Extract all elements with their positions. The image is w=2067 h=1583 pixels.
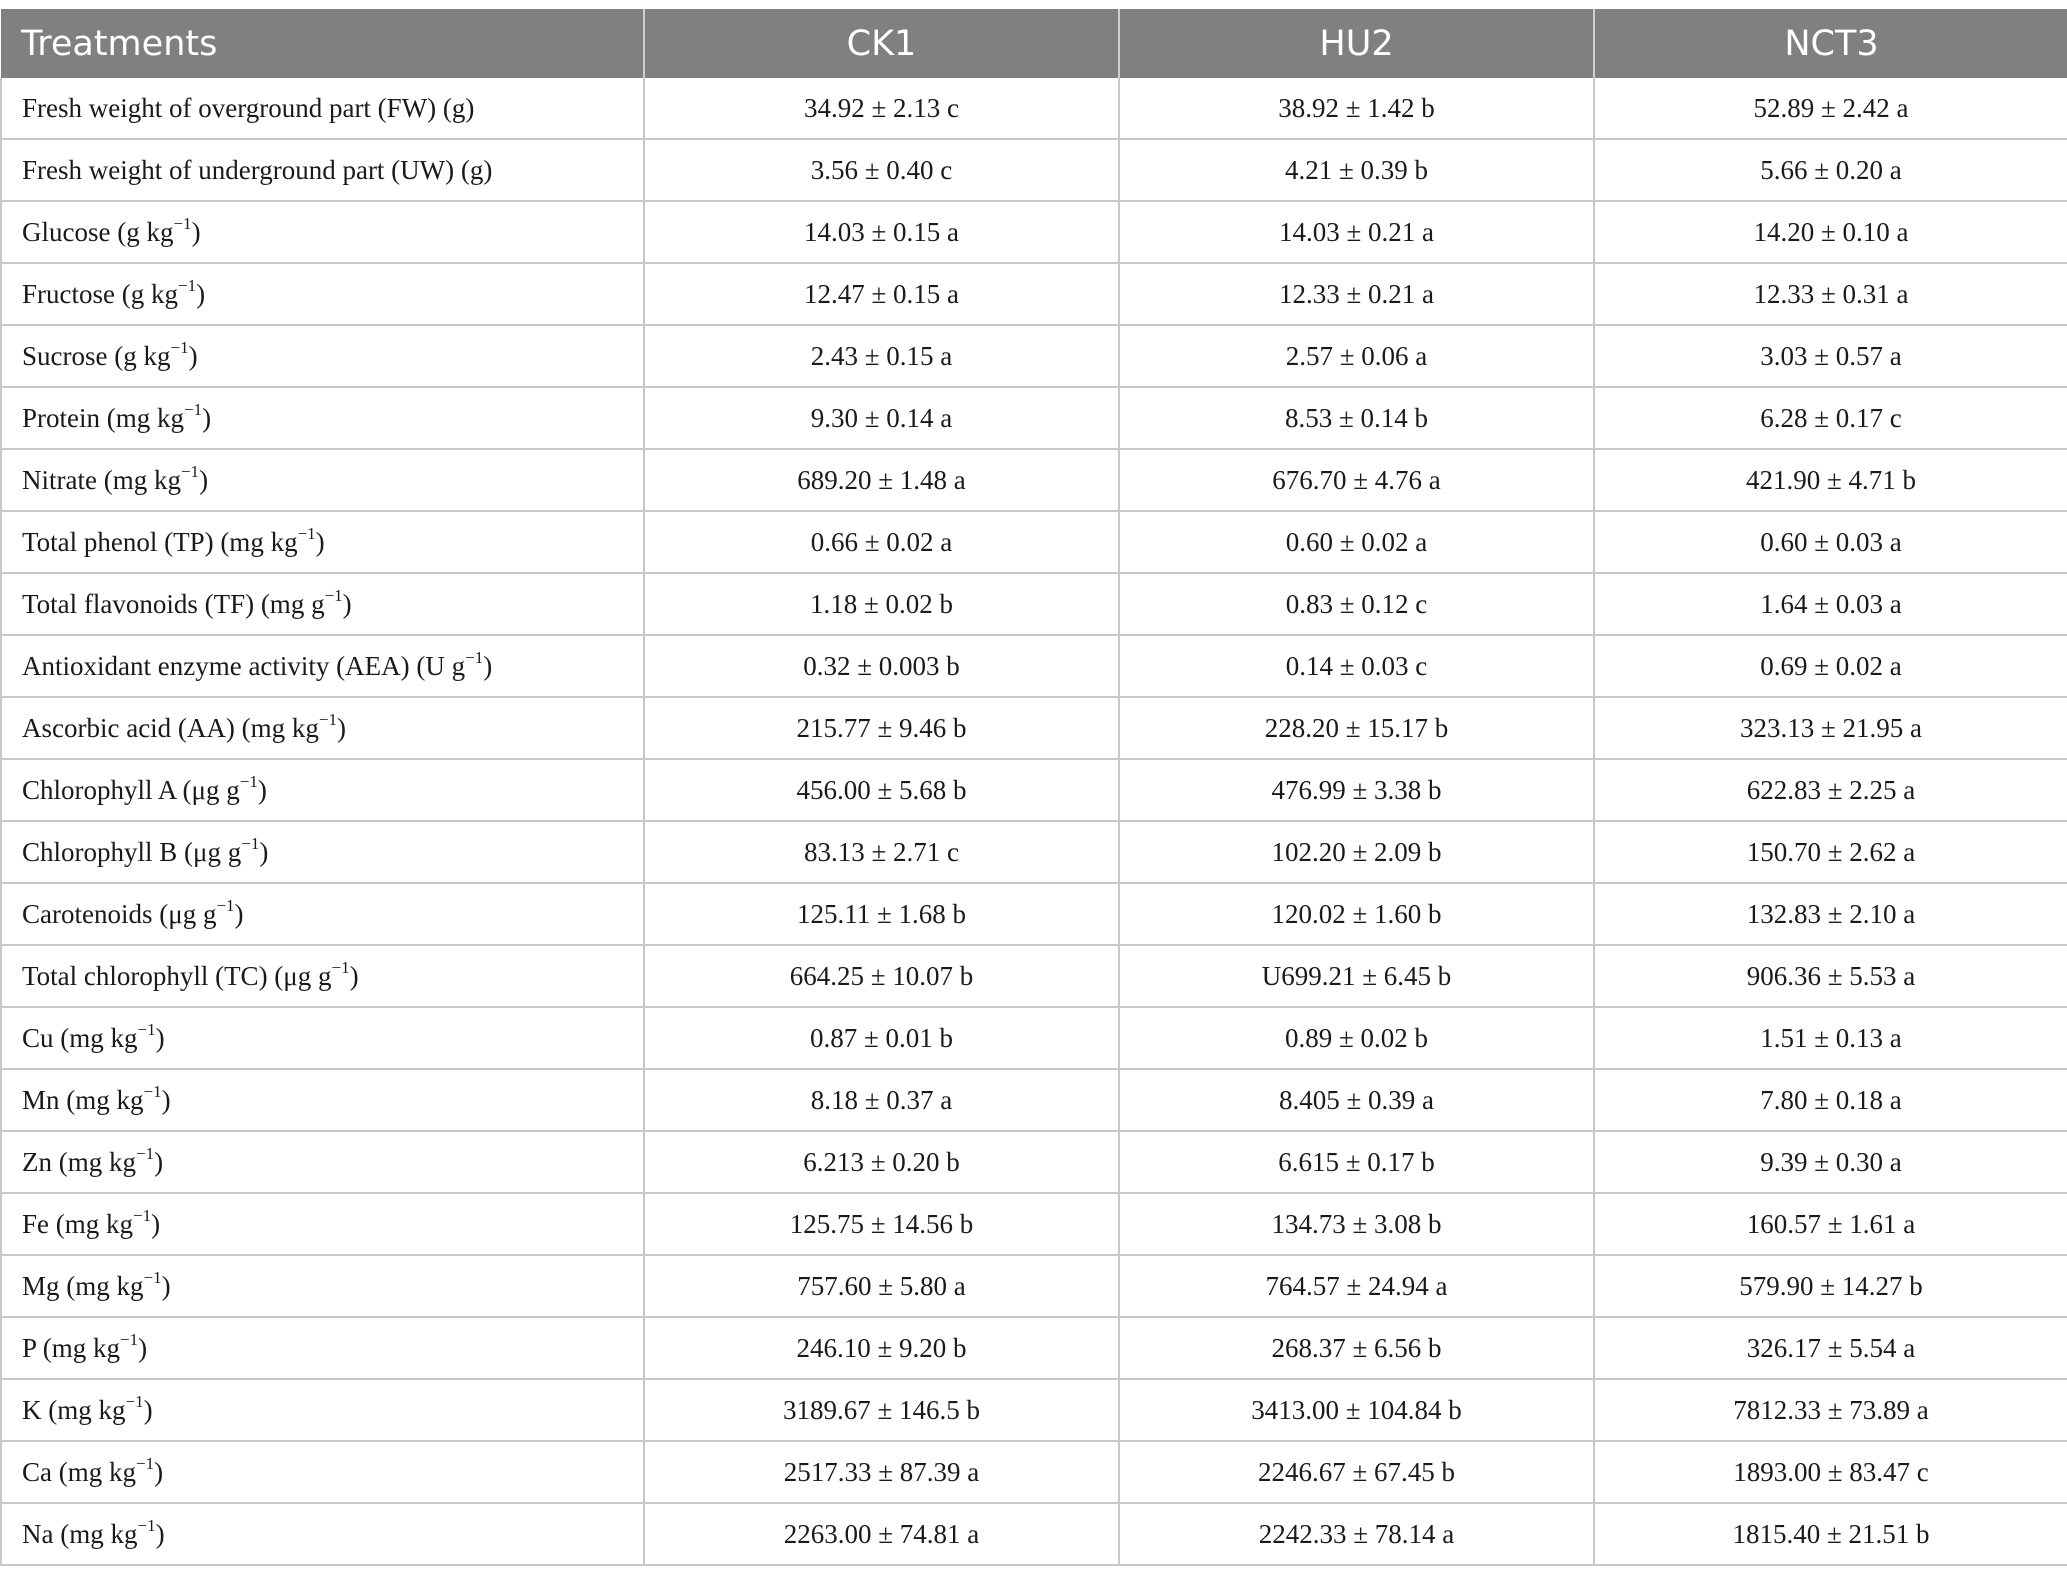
cell-nct3: 52.89 ± 2.42 a <box>1594 78 2067 139</box>
unit-exponent: −1 <box>216 895 235 915</box>
table-row <box>1 78 2067 139</box>
unit-exponent: −1 <box>465 647 484 667</box>
row-label-tail: ) <box>315 526 325 557</box>
cell-nct3: 421.90 ± 4.71 b <box>1594 449 2067 511</box>
cell-hu2: 8.53 ± 0.14 b <box>1119 387 1594 449</box>
cell-ck1: 246.10 ± 9.20 b <box>644 1317 1119 1379</box>
row-label-tail: ) <box>234 898 244 929</box>
cell-ck1: 14.03 ± 0.15 a <box>644 201 1119 263</box>
cell-ck1: 8.18 ± 0.37 a <box>644 1069 1119 1131</box>
cell-hu2: 14.03 ± 0.21 a <box>1119 201 1594 263</box>
table-row <box>1 325 2067 387</box>
table-header <box>1 9 2067 78</box>
unit-exponent: −1 <box>184 399 203 419</box>
cell-hu2: 476.99 ± 3.38 b <box>1119 759 1594 821</box>
row-label <box>1 263 644 325</box>
row-label-tail: ) <box>154 1146 164 1177</box>
unit-exponent: −1 <box>143 1267 162 1287</box>
cell-nct3: 132.83 ± 2.10 a <box>1594 883 2067 945</box>
row-label <box>1 1069 644 1131</box>
cell-nct3: 906.36 ± 5.53 a <box>1594 945 2067 1007</box>
cell-hu2: 0.83 ± 0.12 c <box>1119 573 1594 635</box>
cell-ck1: 125.11 ± 1.68 b <box>644 883 1119 945</box>
row-label-tail: ) <box>151 1208 161 1239</box>
table-row <box>1 1193 2067 1255</box>
cell-ck1: 456.00 ± 5.68 b <box>644 759 1119 821</box>
unit-exponent: −1 <box>133 1205 152 1225</box>
table-row <box>1 1007 2067 1069</box>
cell-ck1: 34.92 ± 2.13 c <box>644 78 1119 139</box>
unit-exponent: −1 <box>331 957 350 977</box>
row-label-tail: ) <box>259 836 269 867</box>
unit-exponent: −1 <box>136 1453 155 1473</box>
cell-hu2: 2246.67 ± 67.45 b <box>1119 1441 1594 1503</box>
results-table <box>0 9 2067 1566</box>
table-row <box>1 573 2067 635</box>
table-row <box>1 1069 2067 1131</box>
row-label-text: Zn (mg kg <box>22 1146 136 1177</box>
cell-nct3: 1815.40 ± 21.51 b <box>1594 1503 2067 1565</box>
cell-nct3: 14.20 ± 0.10 a <box>1594 201 2067 263</box>
row-label-tail: ) <box>143 1394 153 1425</box>
cell-ck1: 0.87 ± 0.01 b <box>644 1007 1119 1069</box>
unit-exponent: −1 <box>120 1329 139 1349</box>
row-label-tail: ) <box>342 588 352 619</box>
row-label <box>1 1441 644 1503</box>
table-row <box>1 945 2067 1007</box>
row-label <box>1 1131 644 1193</box>
row-label <box>1 511 644 573</box>
table-row <box>1 821 2067 883</box>
cell-nct3: 7812.33 ± 73.89 a <box>1594 1379 2067 1441</box>
unit-exponent: −1 <box>297 523 316 543</box>
row-label-text: Antioxidant enzyme activity (AEA) (U g <box>22 650 466 681</box>
cell-hu2: 12.33 ± 0.21 a <box>1119 263 1594 325</box>
cell-hu2: 120.02 ± 1.60 b <box>1119 883 1594 945</box>
cell-nct3: 323.13 ± 21.95 a <box>1594 697 2067 759</box>
unit-exponent: −1 <box>136 1143 155 1163</box>
row-label <box>1 635 644 697</box>
row-label-text: Chlorophyll B (μg g <box>22 836 242 867</box>
table-row <box>1 635 2067 697</box>
row-label-text: Fresh weight of overground part (FW) (g) <box>22 92 475 123</box>
table-row <box>1 1131 2067 1193</box>
table-row <box>1 1503 2067 1565</box>
row-label <box>1 1317 644 1379</box>
row-label-tail: ) <box>155 1022 165 1053</box>
row-label-tail: ) <box>188 340 198 371</box>
row-label <box>1 449 644 511</box>
row-label-tail: ) <box>154 1456 164 1487</box>
cell-ck1: 9.30 ± 0.14 a <box>644 387 1119 449</box>
cell-ck1: 757.60 ± 5.80 a <box>644 1255 1119 1317</box>
row-label-text: Chlorophyll A (μg g <box>22 774 240 805</box>
cell-nct3: 150.70 ± 2.62 a <box>1594 821 2067 883</box>
row-label <box>1 1007 644 1069</box>
row-label <box>1 821 644 883</box>
header-hu2: HU2 <box>1119 9 1594 78</box>
row-label <box>1 78 644 139</box>
row-label <box>1 1379 644 1441</box>
cell-hu2: 4.21 ± 0.39 b <box>1119 139 1594 201</box>
row-label-text: Fe (mg kg <box>22 1208 133 1239</box>
unit-exponent: −1 <box>125 1391 144 1411</box>
row-label <box>1 697 644 759</box>
cell-nct3: 0.69 ± 0.02 a <box>1594 635 2067 697</box>
header-ck1: CK1 <box>644 9 1119 78</box>
cell-nct3: 12.33 ± 0.31 a <box>1594 263 2067 325</box>
header-row <box>1 9 2067 78</box>
cell-hu2: 6.615 ± 0.17 b <box>1119 1131 1594 1193</box>
cell-hu2: 2242.33 ± 78.14 a <box>1119 1503 1594 1565</box>
row-label <box>1 573 644 635</box>
row-label-text: Total flavonoids (TF) (mg g <box>22 588 325 619</box>
unit-exponent: −1 <box>137 1515 156 1535</box>
cell-nct3: 9.39 ± 0.30 a <box>1594 1131 2067 1193</box>
table-row <box>1 387 2067 449</box>
cell-hu2: 2.57 ± 0.06 a <box>1119 325 1594 387</box>
cell-hu2: 0.14 ± 0.03 c <box>1119 635 1594 697</box>
row-label-tail: ) <box>483 650 493 681</box>
row-label-tail: ) <box>161 1084 171 1115</box>
cell-nct3: 160.57 ± 1.61 a <box>1594 1193 2067 1255</box>
data-table-container <box>0 9 2067 1566</box>
row-label <box>1 945 644 1007</box>
row-label-text: Mg (mg kg <box>22 1270 144 1301</box>
table-row <box>1 201 2067 263</box>
row-label <box>1 201 644 263</box>
row-label <box>1 759 644 821</box>
cell-hu2: 0.89 ± 0.02 b <box>1119 1007 1594 1069</box>
row-label-text: Mn (mg kg <box>22 1084 144 1115</box>
row-label-text: Ascorbic acid (AA) (mg kg <box>22 712 319 743</box>
row-label-tail: ) <box>257 774 267 805</box>
row-label-text: Protein (mg kg <box>22 402 184 433</box>
row-label <box>1 139 644 201</box>
row-label <box>1 1193 644 1255</box>
cell-hu2: 0.60 ± 0.02 a <box>1119 511 1594 573</box>
header-treatments: Treatments <box>1 9 644 78</box>
cell-hu2: 228.20 ± 15.17 b <box>1119 697 1594 759</box>
row-label-tail: ) <box>196 278 206 309</box>
cell-ck1: 2517.33 ± 87.39 a <box>644 1441 1119 1503</box>
cell-ck1: 0.32 ± 0.003 b <box>644 635 1119 697</box>
table-row <box>1 1379 2067 1441</box>
row-label <box>1 1255 644 1317</box>
row-label-tail: ) <box>199 464 209 495</box>
header-nct3: NCT3 <box>1594 9 2067 78</box>
cell-hu2: 38.92 ± 1.42 b <box>1119 78 1594 139</box>
cell-ck1: 2263.00 ± 74.81 a <box>644 1503 1119 1565</box>
cell-nct3: 1.51 ± 0.13 a <box>1594 1007 2067 1069</box>
cell-hu2: 3413.00 ± 104.84 b <box>1119 1379 1594 1441</box>
row-label-text: Total chlorophyll (TC) (μg g <box>22 960 332 991</box>
cell-nct3: 1.64 ± 0.03 a <box>1594 573 2067 635</box>
unit-exponent: −1 <box>143 1081 162 1101</box>
cell-ck1: 1.18 ± 0.02 b <box>644 573 1119 635</box>
unit-exponent: −1 <box>170 337 189 357</box>
cell-nct3: 0.60 ± 0.03 a <box>1594 511 2067 573</box>
cell-nct3: 579.90 ± 14.27 b <box>1594 1255 2067 1317</box>
table-row <box>1 1441 2067 1503</box>
table-row <box>1 139 2067 201</box>
cell-hu2: 134.73 ± 3.08 b <box>1119 1193 1594 1255</box>
cell-hu2: 102.20 ± 2.09 b <box>1119 821 1594 883</box>
row-label-tail: ) <box>337 712 347 743</box>
unit-exponent: −1 <box>324 585 343 605</box>
cell-ck1: 83.13 ± 2.71 c <box>644 821 1119 883</box>
row-label-tail: ) <box>155 1518 165 1549</box>
row-label-tail: ) <box>349 960 359 991</box>
cell-ck1: 0.66 ± 0.02 a <box>644 511 1119 573</box>
cell-nct3: 5.66 ± 0.20 a <box>1594 139 2067 201</box>
cell-hu2: U699.21 ± 6.45 b <box>1119 945 1594 1007</box>
cell-ck1: 3189.67 ± 146.5 b <box>644 1379 1119 1441</box>
unit-exponent: −1 <box>241 833 260 853</box>
row-label <box>1 325 644 387</box>
cell-ck1: 6.213 ± 0.20 b <box>644 1131 1119 1193</box>
unit-exponent: −1 <box>318 709 338 729</box>
row-label-text: Sucrose (g kg <box>22 340 171 371</box>
row-label-text: Nitrate (mg kg <box>22 464 181 495</box>
cell-nct3: 622.83 ± 2.25 a <box>1594 759 2067 821</box>
cell-ck1: 664.25 ± 10.07 b <box>644 945 1119 1007</box>
row-label <box>1 387 644 449</box>
unit-exponent: −1 <box>173 213 192 233</box>
unit-exponent: −1 <box>137 1019 156 1039</box>
cell-nct3: 6.28 ± 0.17 c <box>1594 387 2067 449</box>
cell-ck1: 2.43 ± 0.15 a <box>644 325 1119 387</box>
row-label-text: Total phenol (TP) (mg kg <box>22 526 298 557</box>
unit-exponent: −1 <box>180 461 200 481</box>
cell-hu2: 764.57 ± 24.94 a <box>1119 1255 1594 1317</box>
cell-hu2: 268.37 ± 6.56 b <box>1119 1317 1594 1379</box>
unit-exponent: −1 <box>239 771 258 791</box>
table-row <box>1 449 2067 511</box>
table-body <box>1 78 2067 1565</box>
cell-hu2: 676.70 ± 4.76 a <box>1119 449 1594 511</box>
row-label-text: Cu (mg kg <box>22 1022 138 1053</box>
row-label-text: K (mg kg <box>22 1394 126 1425</box>
row-label-tail: ) <box>202 402 212 433</box>
table-row <box>1 1255 2067 1317</box>
table-row <box>1 697 2067 759</box>
row-label <box>1 1503 644 1565</box>
row-label-text: P (mg kg <box>22 1332 121 1363</box>
cell-nct3: 7.80 ± 0.18 a <box>1594 1069 2067 1131</box>
cell-ck1: 125.75 ± 14.56 b <box>644 1193 1119 1255</box>
table-row <box>1 883 2067 945</box>
cell-nct3: 1893.00 ± 83.47 c <box>1594 1441 2067 1503</box>
cell-nct3: 3.03 ± 0.57 a <box>1594 325 2067 387</box>
row-label <box>1 883 644 945</box>
row-label-text: Fresh weight of underground part (UW) (g) <box>22 154 493 185</box>
table-row <box>1 1317 2067 1379</box>
cell-ck1: 689.20 ± 1.48 a <box>644 449 1119 511</box>
cell-nct3: 326.17 ± 5.54 a <box>1594 1317 2067 1379</box>
cell-ck1: 12.47 ± 0.15 a <box>644 263 1119 325</box>
table-row <box>1 759 2067 821</box>
row-label-text: Na (mg kg <box>22 1518 138 1549</box>
row-label-text: Fructose (g kg <box>22 278 178 309</box>
cell-ck1: 215.77 ± 9.46 b <box>644 697 1119 759</box>
row-label-tail: ) <box>191 216 201 247</box>
row-label-tail: ) <box>161 1270 171 1301</box>
row-label-text: Glucose (g kg <box>22 216 174 247</box>
table-row <box>1 511 2067 573</box>
cell-hu2: 8.405 ± 0.39 a <box>1119 1069 1594 1131</box>
unit-exponent: −1 <box>177 275 197 295</box>
row-label-text: Carotenoids (μg g <box>22 898 217 929</box>
row-label-tail: ) <box>138 1332 148 1363</box>
cell-ck1: 3.56 ± 0.40 c <box>644 139 1119 201</box>
row-label-text: Ca (mg kg <box>22 1456 136 1487</box>
table-row <box>1 263 2067 325</box>
